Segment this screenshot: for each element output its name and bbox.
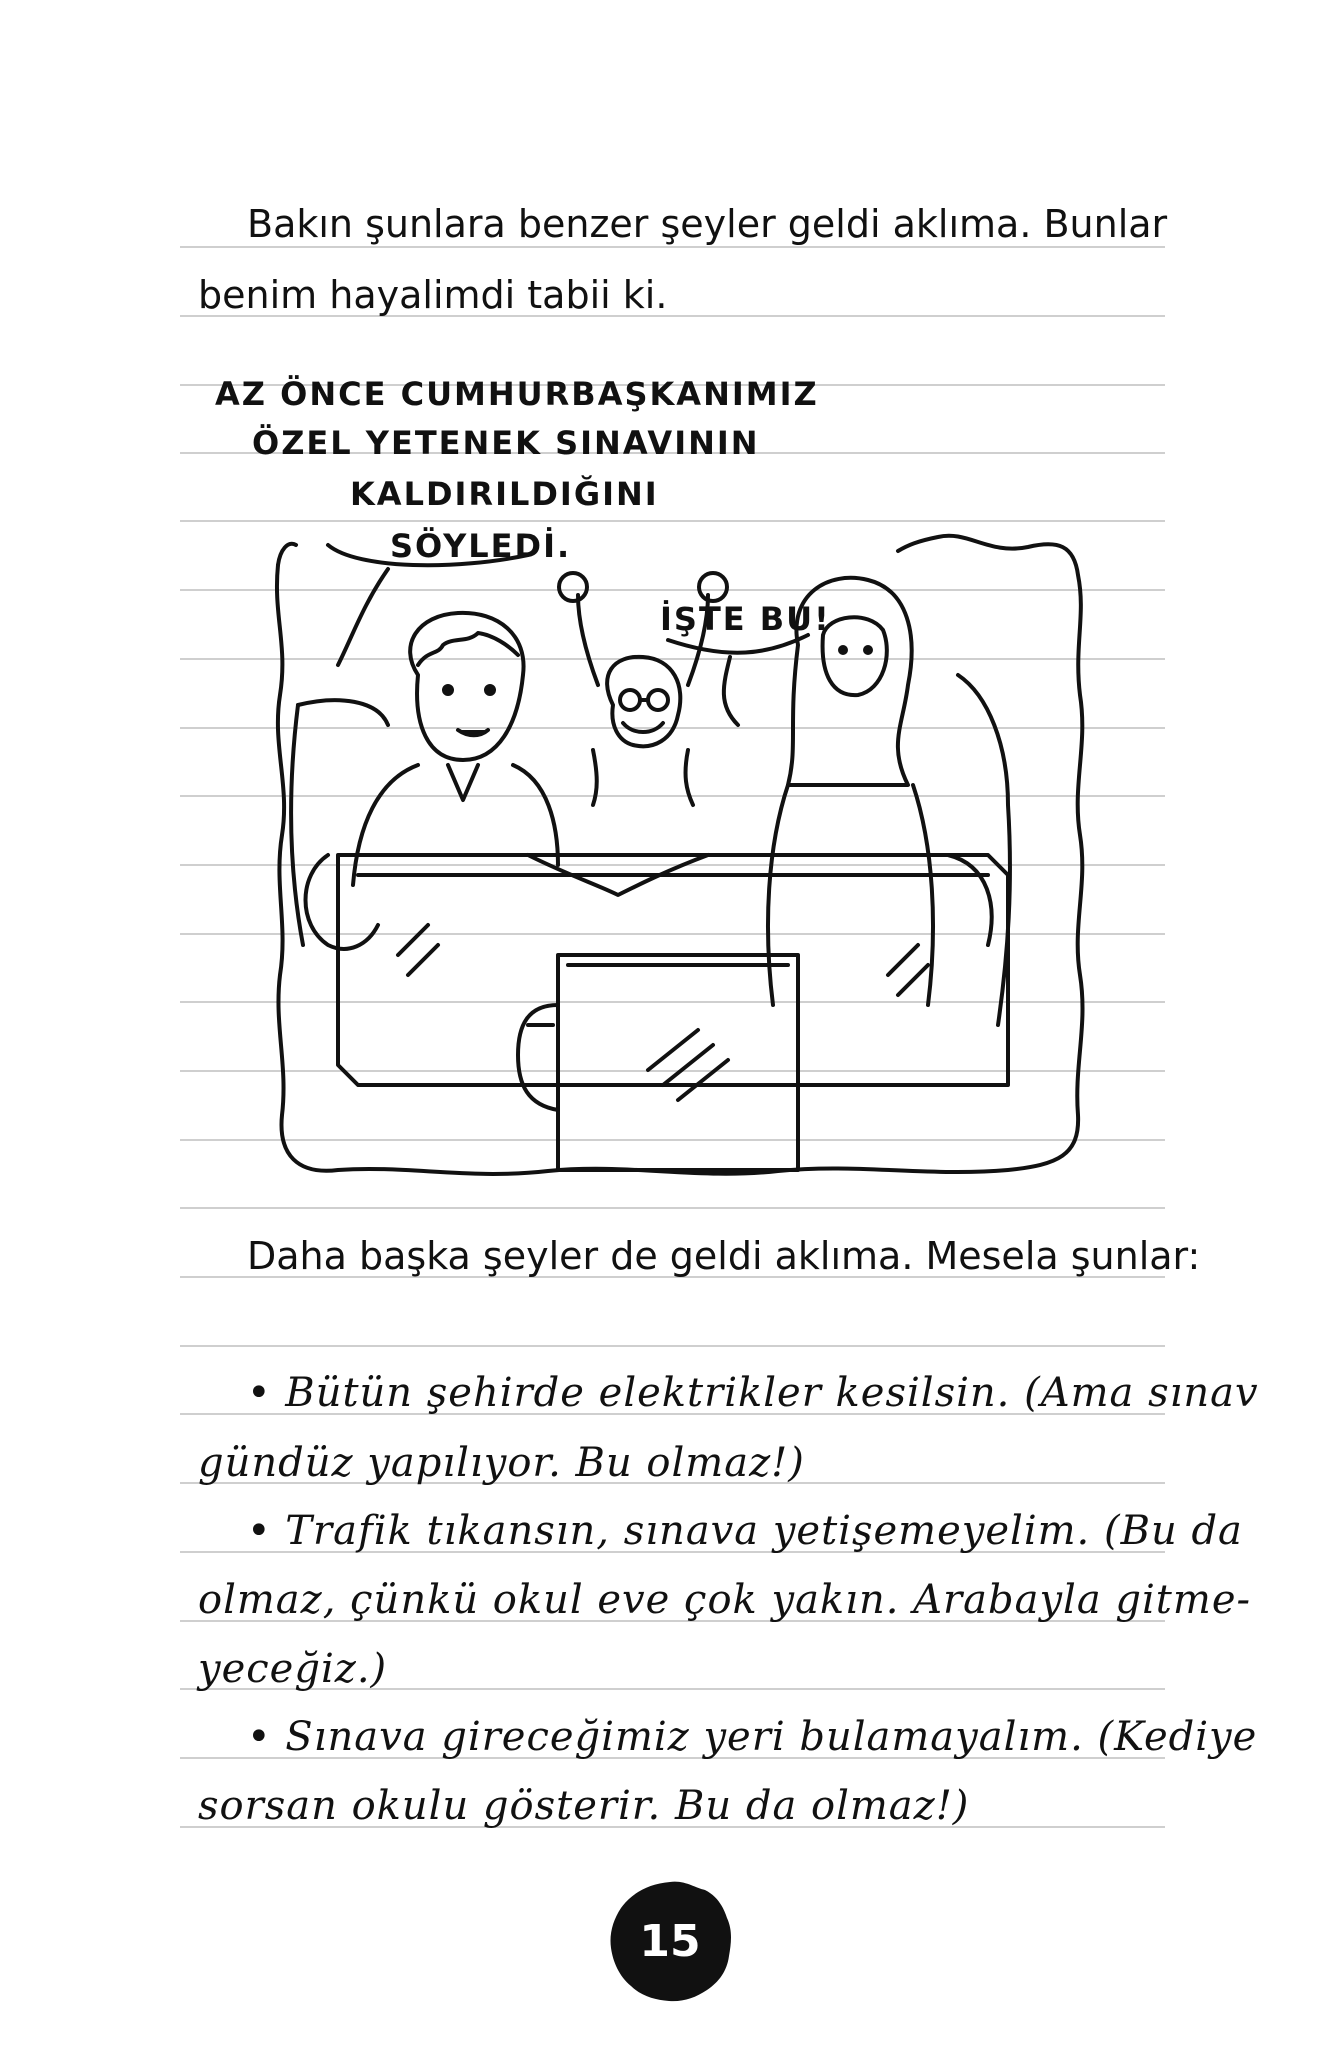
section2-line: Daha başka şeyler de geldi aklıma. Mesela şunlar: [247,1234,1201,1278]
ruled-line [180,246,1165,248]
list-line-1: • Bütün şehirde elektrikler kesilsin. (Ama sınav [247,1370,1259,1416]
speech-tv-line-2: ÖZEL YETENEK SINAVININ [252,424,760,462]
speech-tv-line-1: AZ ÖNCE CUMHURBAŞKANIMIZ [215,375,819,413]
intro-line-2: benim hayalimdi tabii ki. [198,273,668,317]
list-line-4: olmaz, çünkü okul eve çok yakın. Arabayla gitme- [198,1577,1251,1623]
speech-tv-line-4: SÖYLEDİ. [390,527,572,565]
speech-tv-line-3: KALDIRILDIĞINI [350,475,659,513]
page-number: 15 [639,1915,701,1967]
ruled-line [180,520,1165,522]
ruled-line [180,1345,1165,1347]
ruled-line [180,1207,1165,1209]
list-line-7: sorsan okulu gösterir. Bu da olmaz!) [198,1783,970,1829]
list-line-5: yeceğiz.) [198,1646,388,1692]
list-line-2: gündüz yapılıyor. Bu olmaz!) [198,1440,805,1486]
speech-kid: İŞTE BU! [660,600,831,638]
comic-illustration [268,525,1098,1190]
list-line-6: • Sınava gireceğimiz yeri bulamayalım. (Kediye [247,1714,1258,1760]
list-line-3: • Trafik tıkansın, sınava yetişemeyelim. (Bu da [247,1508,1243,1554]
intro-line-1: Bakın şunlara benzer şeyler geldi aklıma. Bunlar [247,202,1168,246]
